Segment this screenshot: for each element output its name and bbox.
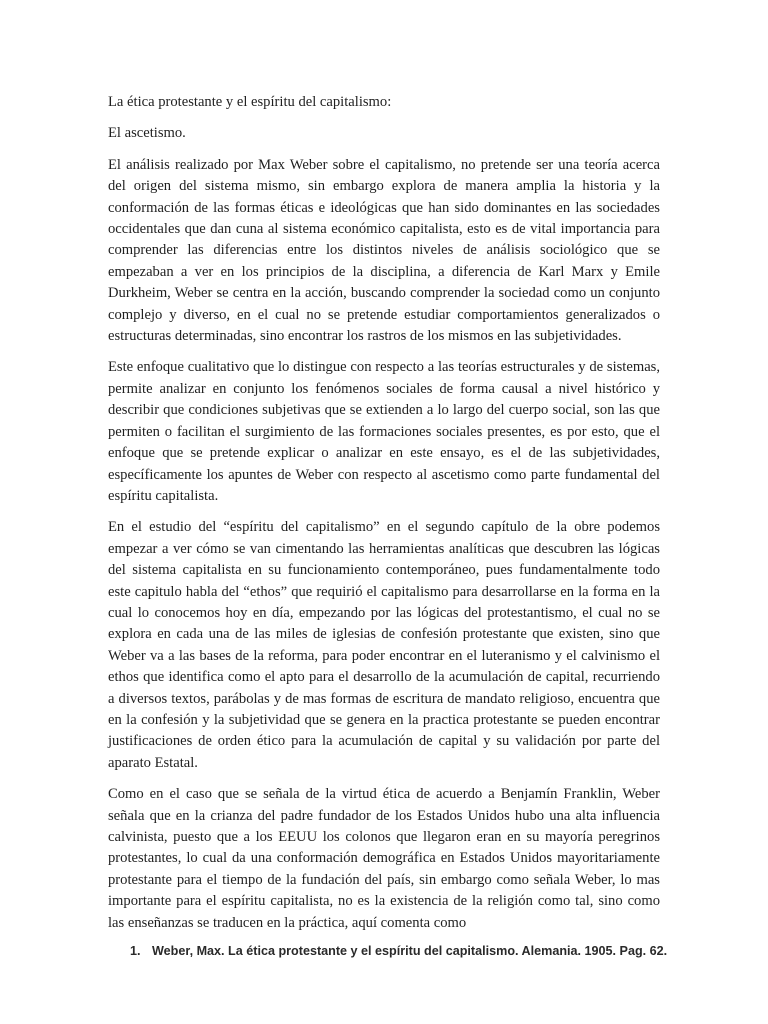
document-title: La ética protestante y el espíritu del capitalismo: [108, 94, 392, 110]
paragraph-4: Como en el caso que se señala de la virtud ética de acuerdo a Benjamín Franklin, Weber señala que en la crianza del padre fundador de los Estados Unidos hubo una alta influencia calvinista, puesto que a los EEUU los colonos que llegaron eran en su mayoría peregrinos protestantes, lo cual da una conformación demográfica en Estados Unidos mayoritariamente protestante para el tiempo de la fundación del país, sin embargo como señala Weber, lo mas importante para el espíritu capitalista, no es la existencia de la religión como tal, sino como las enseñanzas se traducen en la práctica, aquí comenta como [108, 786, 660, 931]
footnote [130, 944, 690, 958]
section-heading: El ascetismo. [108, 125, 186, 142]
footnote-text: Weber, Max. La ética protestante y el espíritu del capitalismo. Alemania. 1905. Pag. 62. [152, 944, 668, 958]
paragraph-3: En el estudio del “espíritu del capitalismo” en el segundo capítulo de la obre podemos empezar a ver cómo se van cimentando las herramientas analíticas que descubren las lógicas del sistema capitalista en su funcionamiento contemporáneo, pues fundamentalmente todo este capitulo habla del “ethos” que requirió el capitalismo para desarrollarse en la forma en la cual lo conocemos hoy en día, empezando por las lógicas del protestantismo, el cual no se explora en cada una de las miles de iglesias de confesión protestante que existen, sino que Weber va a las bases de la reforma, para poder encontrar en el luteranismo y el calvinismo el ethos que identifica como el apto para el desarrollo de la acumulación de capital, recurriendo a diversos textos, parábolas y de mas formas de escritura de mandato religioso, encuentra que en la confesión y la subjetividad que se genera en la practica protestante se pueden encontrar justificaciones de orden ético para la acumulación de capital y su validación por parte del aparato Estatal. [108, 519, 660, 771]
footnote-number: 1. [130, 944, 141, 958]
document-body [108, 92, 660, 944]
paragraph-2: Este enfoque cualitativo que lo distingue con respecto a las teorías estructurales y de sistemas, permite analizar en conjunto los fenómenos sociales de forma causal a nivel histórico y describir que condiciones subjetivas que se extienden a lo largo del cuerpo social, son las que permiten o facilitan el surgimiento de las formaciones sociales presentes, es por esto, que el enfoque que se pretende explicar o analizar en este ensayo, es el de las subjetividades, específicamente los apuntes de Weber con respecto al ascetismo como parte fundamental del espíritu capitalista. [108, 359, 660, 504]
paragraph-1: El análisis realizado por Max Weber sobre el capitalismo, no pretende ser una teoría acerca del origen del sistema mismo, sin embargo explora de manera amplia la historia y la conformación de las formas éticas e ideológicas que han sido dominantes en las sociedades occidentales que dan cuna al sistema económico capitalista, esto es de vital importancia para comprender las diferencias entre los distintos niveles de análisis sociológico que se empezaban a ver en los principios de la disciplina, a diferencia de Karl Marx y Emile Durkheim, Weber se centra en la acción, buscando comprender la sociedad como un conjunto complejo y diverso, en el cual no se pretende estudiar comportamientos generalizados o estructuras determinadas, sino encontrar los rastros de los mismos en las subjetividades. [108, 156, 660, 345]
